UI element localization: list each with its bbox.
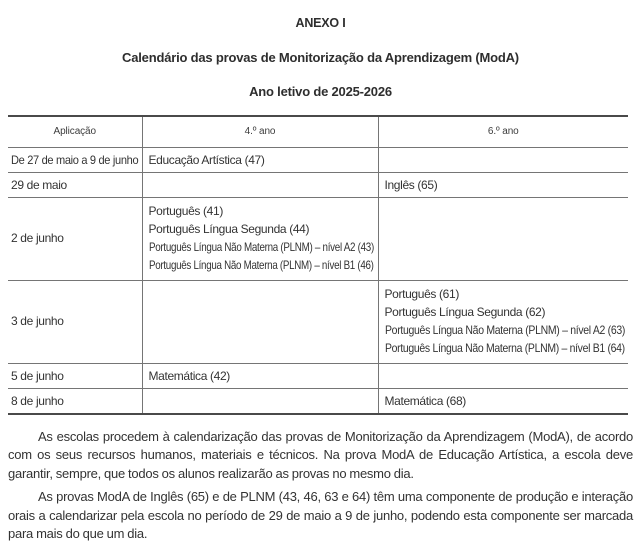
date-text: 8 de junho [11,393,64,408]
date-cell [8,172,142,197]
paragraph-scheduling-note: As escolas procedem à calendarização das provas de Monitorização da Aprendizagem (ModA), de acordo com os seus recursos humanos, materiais e técnicos. Na prova ModA de Educação Artística, a escola deve garantir, sempre, que todos os alunos realizarão as provas no mesmo dia. [8,428,633,481]
subject-entry: Português (61) [384,286,459,301]
date-cell [8,197,142,280]
subject-entry: Inglês (65) [384,177,438,192]
subject-entry: Português (41) [148,203,223,218]
table-row [8,363,628,388]
year6-cell [378,388,628,414]
subject-entry: Matemática (68) [384,393,466,408]
calendar-table [8,115,628,415]
table-row [8,388,628,414]
document-subtitle: Calendário das provas de Monitorização da Aprendizagem (ModA) [122,50,519,65]
table-row [8,197,628,280]
subject-entry: Matemática (42) [148,368,230,383]
column-header-4-ano: 4.º ano [142,116,378,147]
year6-cell [378,147,628,172]
column-header-6-ano: 6.º ano [378,116,628,147]
subject-entry: Educação Artística (47) [148,152,265,167]
school-year-heading: Ano letivo de 2025-2026 [249,84,392,99]
year6-cell [378,197,628,280]
date-text: 5 de junho [11,368,64,383]
column-header-aplicacao: Aplicação [8,116,142,147]
date-text: 29 de maio [11,177,67,192]
paragraph-oral-component-note: As provas ModA de Inglês (65) e de PLNM (43, 46, 63 e 64) têm uma componente de produção e interação orais a calendarizar pela escola no período de 29 de maio a 9 de junho, podendo esta componente ser marcada para mais do que um dia. [8,489,633,541]
calendar-table-body [8,147,628,414]
year4-cell [142,363,378,388]
calendar-table-header [8,116,628,147]
date-cell [8,280,142,363]
date-text: De 27 de maio a 9 de junho [11,152,139,167]
page-title: ANEXO I [295,16,346,30]
year6-cell [378,363,628,388]
year4-cell [142,197,378,280]
date-cell [8,363,142,388]
subject-entry: Português Língua Não Materna (PLNM) – nível B1 (64) [384,340,625,355]
year4-cell [142,172,378,197]
year4-cell [142,280,378,363]
subject-entry: Português Língua Segunda (44) [148,221,310,236]
subject-entry: Português Língua Não Materna (PLNM) – nível B1 (46) [148,257,374,272]
date-text: 3 de junho [11,313,64,328]
date-cell [8,147,142,172]
year6-cell [378,280,628,363]
year4-cell [142,388,378,414]
subject-entry: Português Língua Não Materna (PLNM) – nível A2 (63) [384,322,625,337]
table-row [8,147,628,172]
table-row [8,172,628,197]
document-page [0,16,641,541]
table-row [8,280,628,363]
date-cell [8,388,142,414]
subject-entry: Português Língua Não Materna (PLNM) – nível A2 (43) [148,239,374,254]
year4-cell [142,147,378,172]
year6-cell [378,172,628,197]
date-text: 2 de junho [11,230,64,245]
subject-entry: Português Língua Segunda (62) [384,304,546,319]
